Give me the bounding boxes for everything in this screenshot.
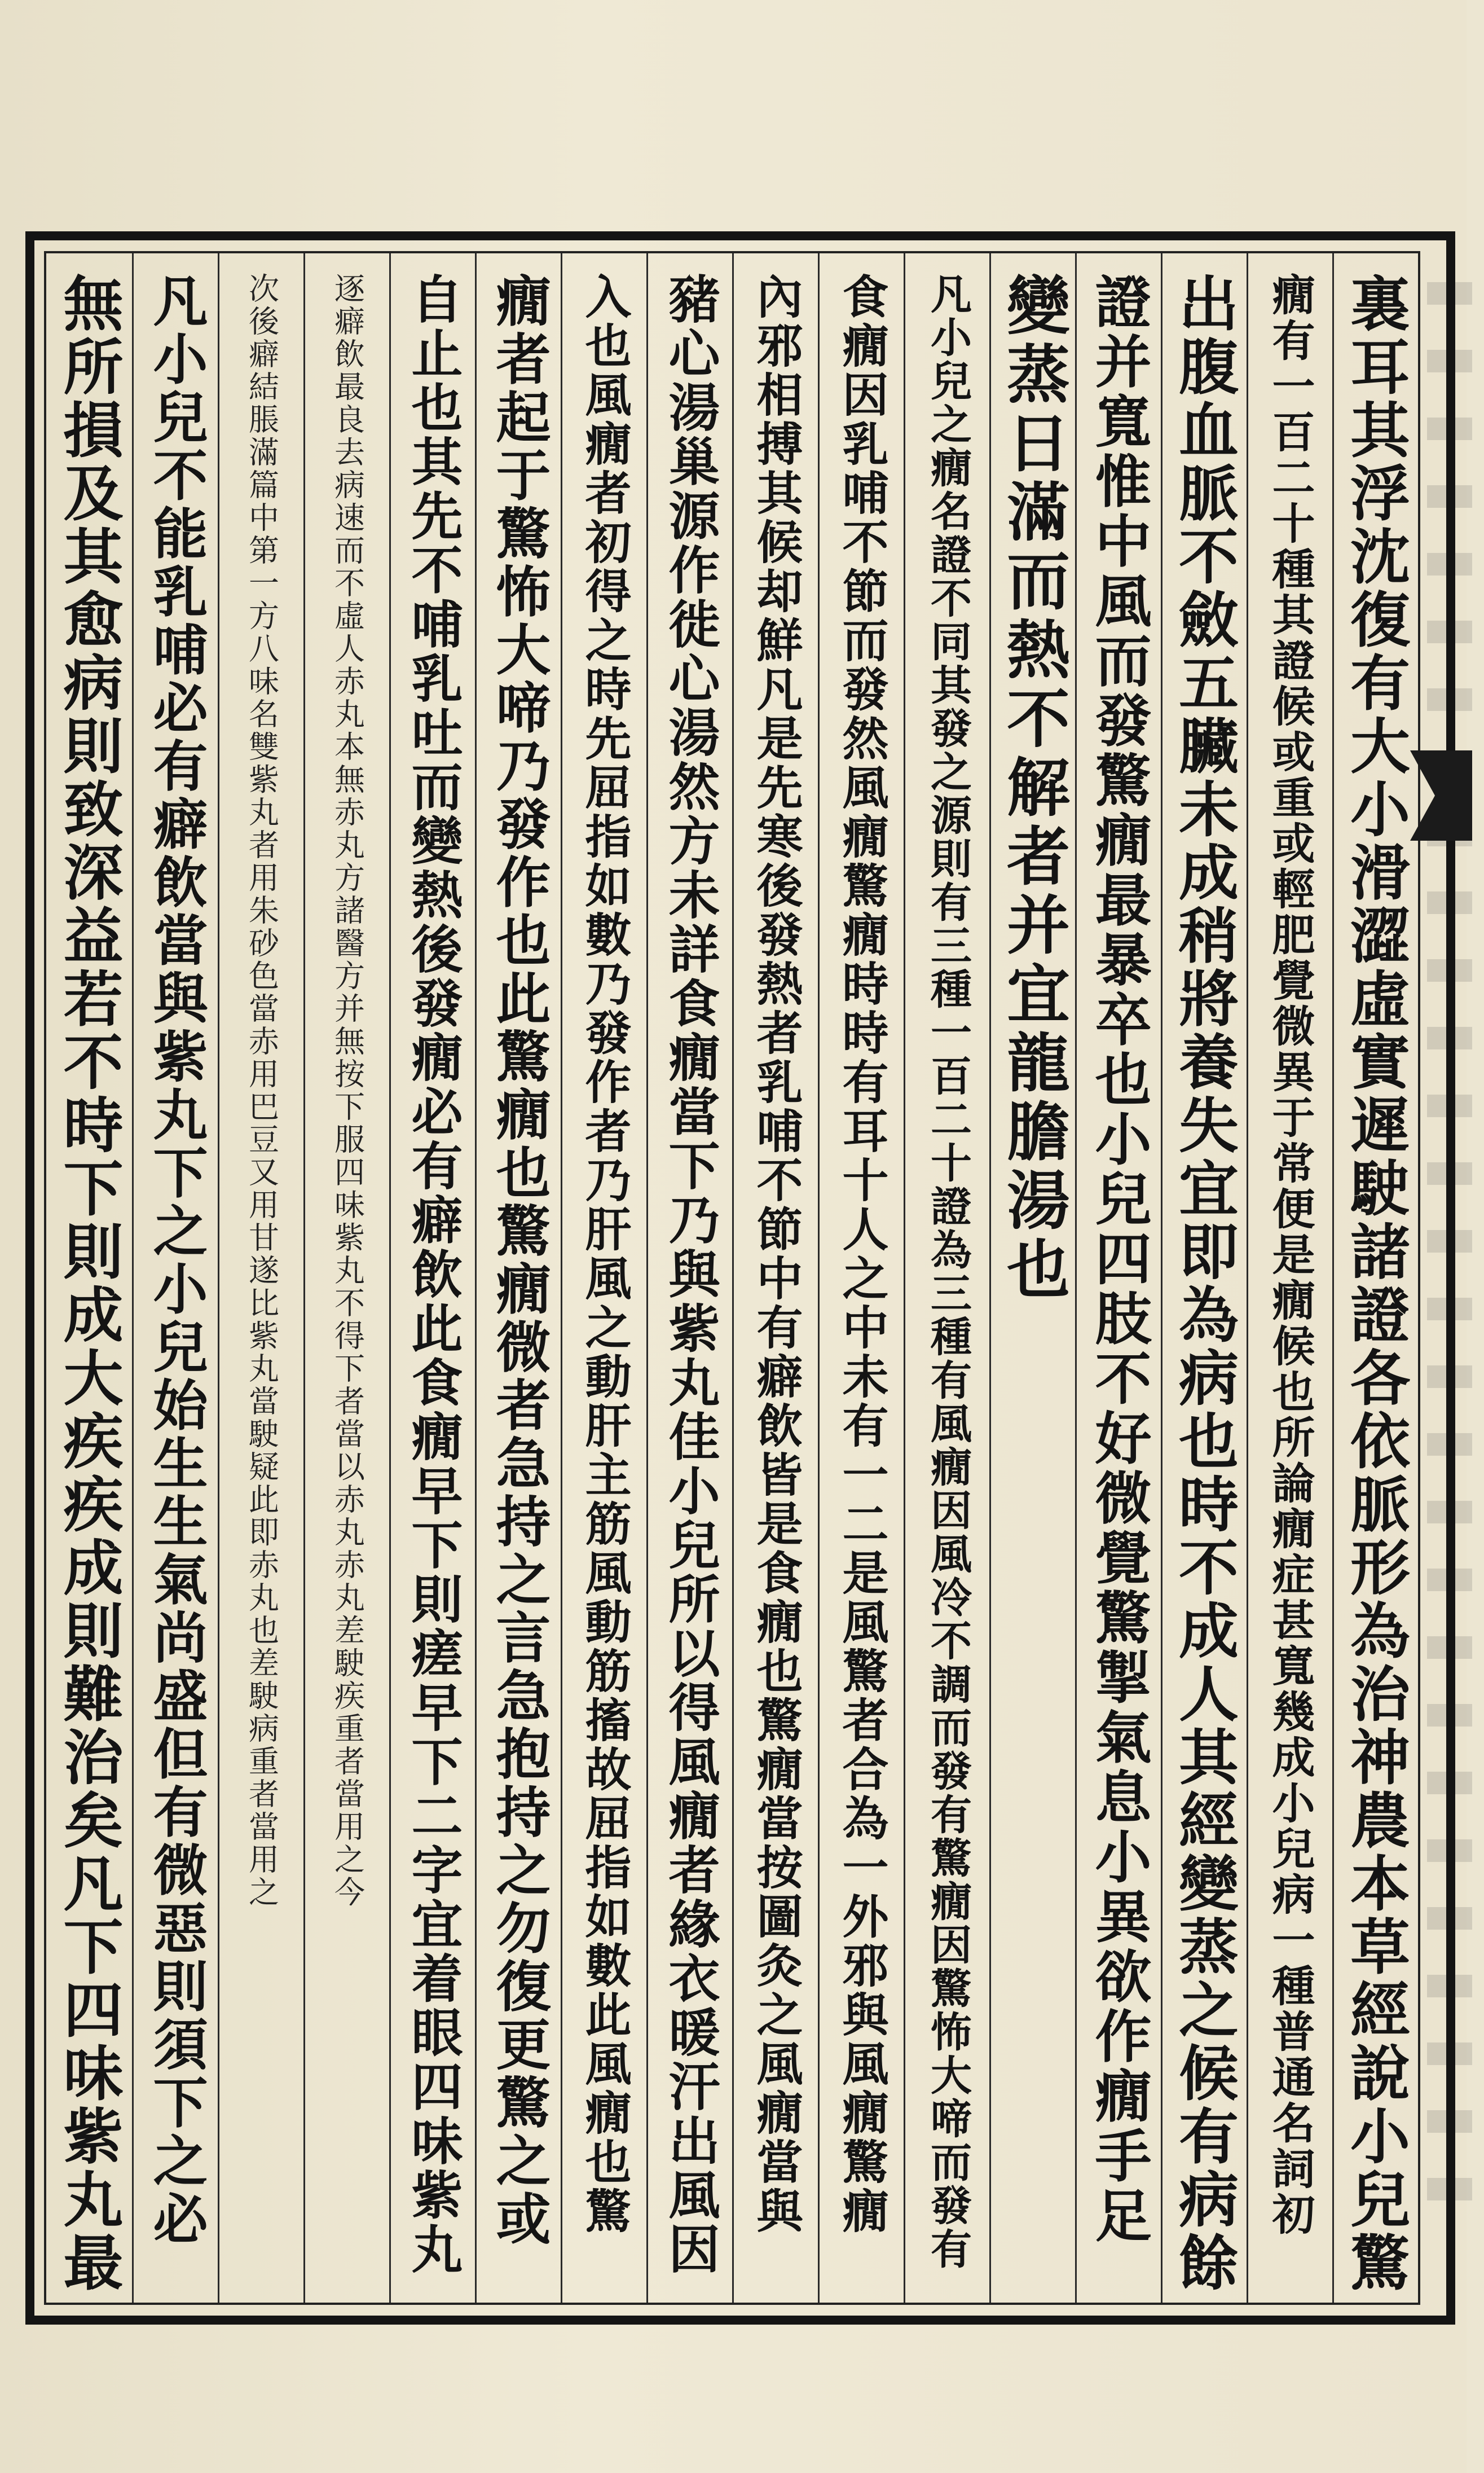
column-text: 自止也其先不哺乳吐而變熱後發癇必有癖飲此食癇早下則瘥早下二字宜着眼四味紫丸 [403,273,463,2277]
text-column [646,253,732,2303]
text-column [1332,253,1418,2303]
column-text: 出腹血脈不斂五臟未成稍將養失宜即為病也時不成人其經變蒸之候有病餘 [1169,273,1240,2295]
text-columns [46,253,1418,2303]
column-text: 裏耳其浮沈復有大小滑澀虛實遲駛諸證各依脈形為治神農本草經說小兒驚 [1341,273,1411,2295]
column-text: 入也風癇者初得之時先屈指如數乃發作者乃肝風之動肝主筋風動筋搐故屈指如數此風癇也驚 [578,273,632,2236]
text-column [904,253,989,2303]
text-column [218,253,303,2303]
text-column [561,253,646,2303]
text-column [1247,253,1332,2303]
column-text: 證并寬惟中風而發驚癇最暴卒也小兒四肢不好微覺驚掣氣息小異欲作癇手足 [1085,273,1152,2246]
column-text: 內邪相搏其候却鮮凡是先寒後發熱者乳哺不節中有癖飲皆是食癇也驚癇當按圖灸之風癇當與 [749,273,803,2236]
text-column [389,253,475,2303]
text-column [303,253,389,2303]
column-text-annotation: 逐癖飲最良去病速而不虛人赤丸本無赤丸方諸醫方并無按下服四味紫丸不得下者當以赤丸赤丸差駛疾重者當用之今 [329,273,366,1909]
column-text: 凡小兒之癇名證不同其發之源則有三種一百二十證為三種有風癇因風冷不調而發有驚癇因驚怖大啼而發有 [923,273,972,2271]
text-column [132,253,218,2303]
column-text: 食癇因乳哺不節而發然風癇驚癇時時有耳十人之中未有一二是風驚者合為一外邪與風癇驚癇 [835,273,889,2236]
column-text-annotation: 次後癖結脹滿篇中第一方八味名雙紫丸者用朱砂色當赤用巴豆又用甘遂比紫丸當駛疑此即赤丸也差駛病重者當用之 [244,273,280,1909]
text-column [732,253,818,2303]
text-column [818,253,904,2303]
text-column [1075,253,1161,2303]
text-column [475,253,561,2303]
text-column [1161,253,1247,2303]
column-text: 豬心湯巢源作徙心湯然方未詳食癇當下乃與紫丸佳小兒所以得風癇者緣衣暖汗出風因 [660,273,720,2277]
column-text: 凡小兒不能乳哺必有癖飲當與紫丸下之小兒始生生氣尚盛但有微惡則須下之必 [144,273,208,2248]
column-text: 無所損及其愈病則致深益若不時下則成大疾疾成則難治矣凡下四味紫丸最 [54,273,125,2295]
text-column [989,253,1075,2303]
text-column [46,253,132,2303]
column-text: 癇者起于驚怖大啼乃發作也此驚癇也驚癇微者急持之言急抱持之勿復更驚之或 [487,273,551,2248]
column-text: 癇有一百二十種其證候或重或輕肥覺微異于常便是癇候也所論癇症甚寬幾成小兒病一種普通名詞初 [1265,273,1315,2238]
column-text: 變蒸日滿而熱不解者并宜龍膽湯也 [996,273,1071,1305]
